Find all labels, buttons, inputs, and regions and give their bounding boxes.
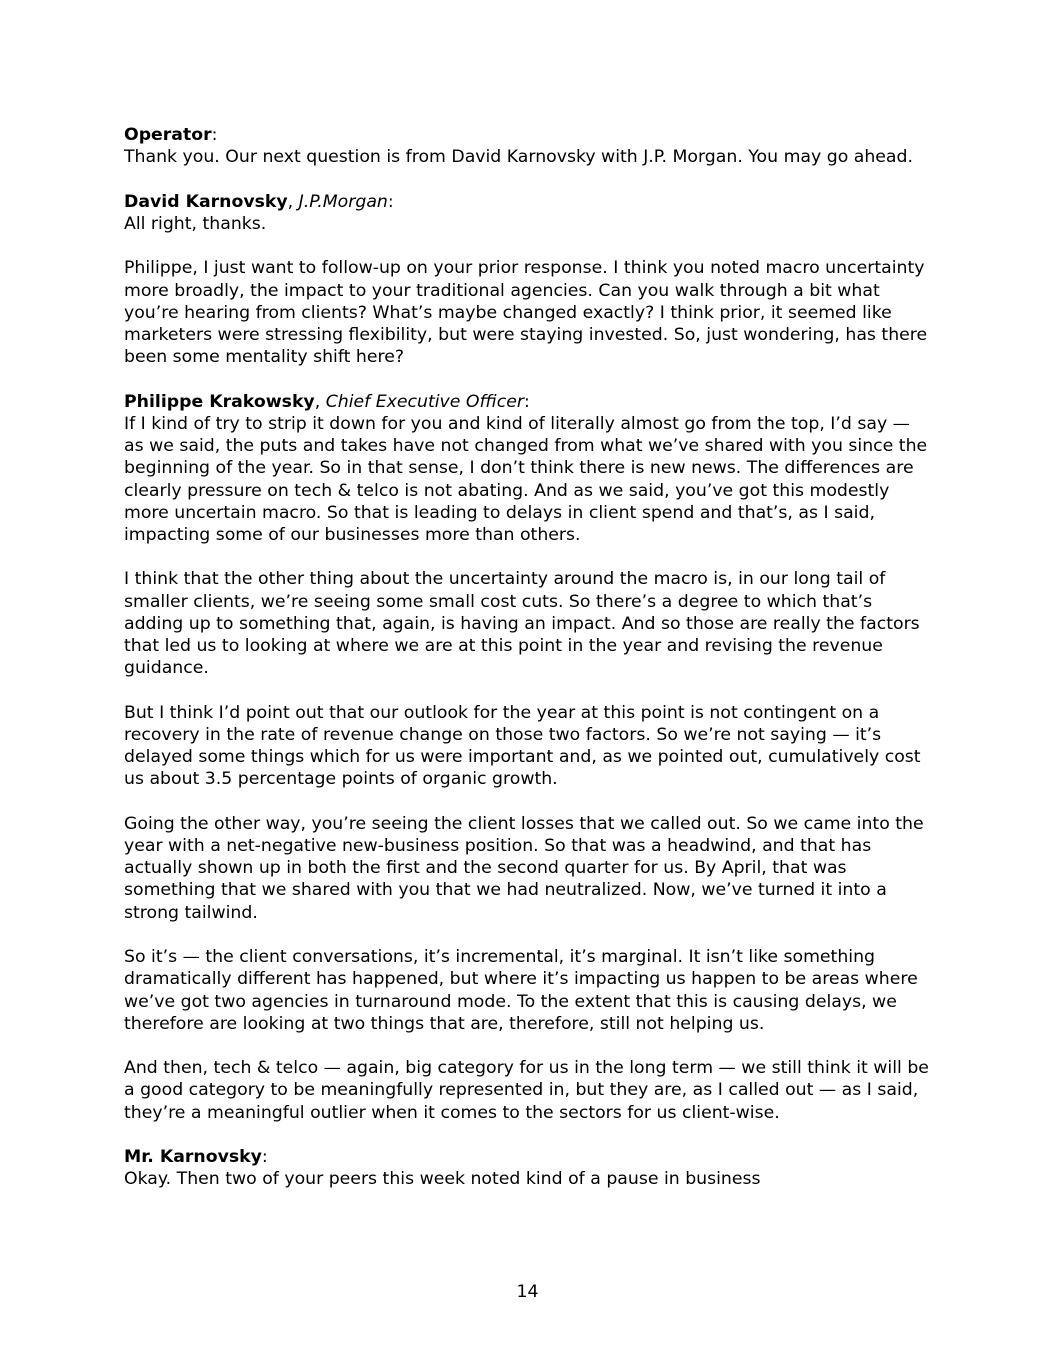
paragraph: Thank you. Our next question is from David Karnovsky with J.P. Morgan. You may go ahead. [124, 147, 913, 168]
speaker-name: Philippe Krakowsky [124, 391, 315, 412]
paragraph: All right, thanks. [124, 213, 267, 234]
speaker-title: J.P.Morgan [298, 191, 388, 212]
paragraph: If I kind of try to strip it down for you and kind of literally almost go from the top, I’d say — as we said, the puts and takes have not changed from what we’ve shared with you since the beginning of the year. So in that sense, I don’t think there is new news. The differences are clearly pressure on tech & telco is not abating. And as we said, you’ve got this modestly more uncertain macro. So that is leading to delays in client spend and that’s, as I said, impacting some of our businesses more than others. [124, 413, 928, 545]
speaker-line: Philippe Krakowsky, Chief Executive Officer: [124, 391, 530, 412]
paragraph: And then, tech & telco — again, big category for us in the long term — we still think it will be a good category to be meaningfully represented in, but they are, as I called out — as I said, they’re a meaningful outlier when it comes to the sectors for us client-wise. [124, 1058, 929, 1123]
exchange-operator [124, 124, 934, 168]
speaker-name: Operator [124, 125, 212, 145]
speaker-name: David Karnovsky [124, 191, 288, 212]
transcript-page [124, 124, 934, 1213]
paragraph: Philippe, I just want to follow-up on your prior response. I think you noted macro uncertainty more broadly, the impact to your traditional agencies. Can you walk through a bit what you’re hearing from clients? What’s maybe changed exactly? I think prior, it seemed like marketers were stressing flexibility, but were staying invested. So, just wondering, has there been some mentality shift here? [124, 258, 928, 368]
speaker-line: Mr. Karnovsky: [124, 1147, 268, 1168]
speaker-line: David Karnovsky, J.P.Morgan: [124, 191, 394, 212]
paragraph: So it’s — the client conversations, it’s incremental, it’s marginal. It isn’t like something dramatically different has happened, but where it’s impacting us happen to be areas where we’ve got two agencies in turnaround mode. To the extent that this is causing delays, we therefore are looking at two things that are, therefore, still not helping us. [124, 947, 918, 1034]
speaker-title: Chief Executive Officer [325, 391, 525, 412]
paragraph: Okay. Then two of your peers this week noted kind of a pause in business [124, 1169, 761, 1190]
exchange-mr-karnovsky [124, 1146, 934, 1190]
paragraph: But I think I’d point out that our outlook for the year at this point is not contingent on a recovery in the rate of revenue change on those two factors. So we’re not saying — it’s delayed some things which for us were important and, as we pointed out, cumulatively cost us about 3.5 percentage points of organic growth. [124, 702, 921, 790]
paragraph: Going the other way, you’re seeing the client losses that we called out. So we came into the year with a net-negative new-business position. So that was a headwind, and that has actually shown up in both the first and the second quarter for us. By April, that was something that we shared with you that we had neutralized. Now, we’ve turned it into a strong tailwind. [124, 813, 924, 923]
speaker-name: Mr. Karnovsky [124, 1147, 262, 1168]
exchange-david-karnovsky [124, 191, 934, 369]
page-number: 14 [516, 1282, 539, 1302]
exchange-philippe-krakowsky [124, 391, 934, 1124]
speaker-line: Operator: [124, 125, 218, 145]
paragraph: I think that the other thing about the uncertainty around the macro is, in our long tail of smaller clients, we’re seeing some small cost cuts. So there’s a degree to which that’s adding up to something that, again, is having an impact. And so those are really the factors that led us to looking at where we are at this point in the year and revising the revenue guidance. [124, 569, 920, 679]
